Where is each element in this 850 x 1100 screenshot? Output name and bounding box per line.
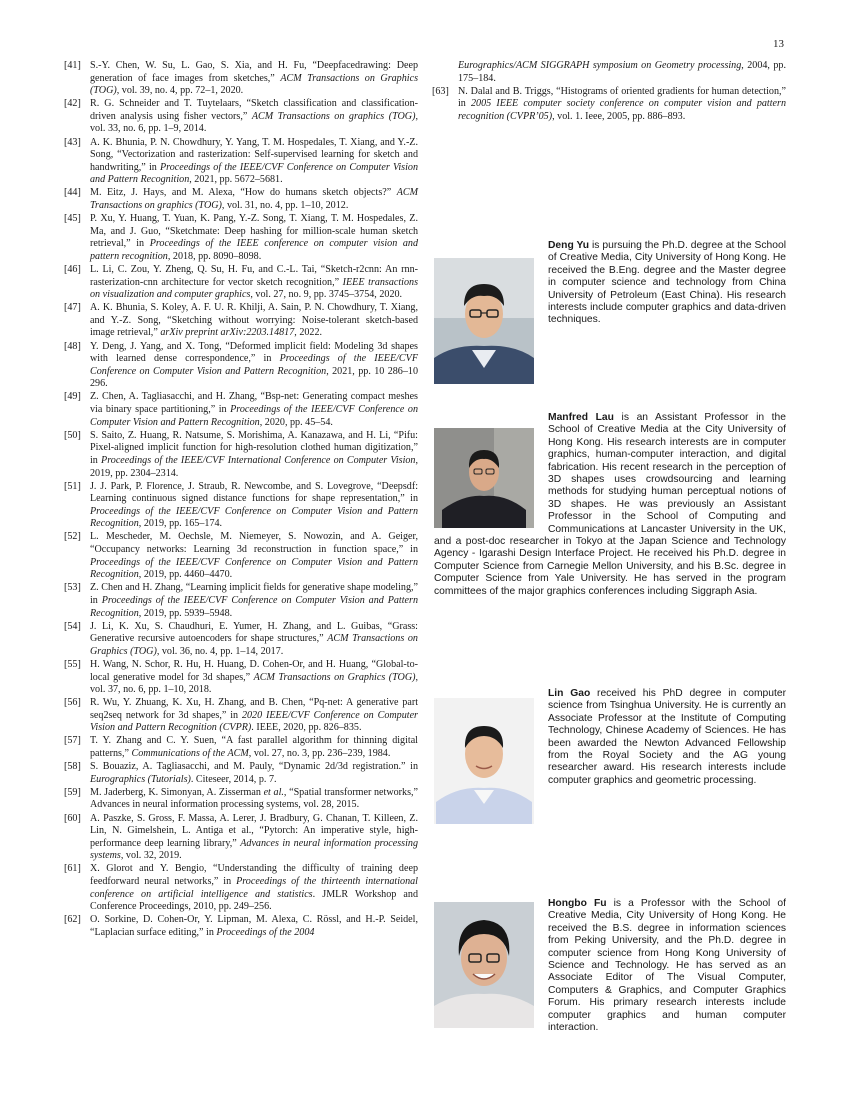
bio-deng-yu: Deng Yu is pursuing the Ph.D. degree at the School of Creative Media, City University of Hong Kong. He received the B.Eng. degree and the Master degree in computer science and technology from China University of Petroleum (East China). His research interests include computer graphics and data-driven techniques.	[434, 240, 786, 384]
reference-details: , 2021, pp. 10 286–10 296.	[90, 365, 418, 390]
reference-item	[66, 213, 418, 263]
reference-details: , 2020, pp. 45–54.	[259, 416, 333, 428]
reference-details: , 2019, pp. 4460–4470.	[138, 569, 233, 581]
reference-venue: Proceedings of the IEEE/CVF Conference on Computer Vision and Pattern Recognition	[90, 161, 418, 186]
reference-item	[66, 341, 418, 391]
reference-text: J. J. Park, P. Florence, J. Straub, R. Newcombe, and S. Lovegrove, “Deepsdf: Learning continuous signed distance functions for shape representation,” in	[90, 480, 418, 505]
reference-item	[66, 137, 418, 187]
reference-text: Z. Chen, A. Tagliasacchi, and H. Zhang, “Bsp-net: Generating compact meshes via binary space partitioning,” in	[90, 391, 418, 416]
reference-text: S. Bouaziz, A. Tagliasacchi, and M. Pauly, “Dynamic 2d/3d registration.” in	[90, 761, 418, 773]
reference-details: , vol. 32, 2019.	[120, 850, 182, 862]
reference-text: Z. Chen and H. Zhang, “Learning implicit fields for generative shape modeling,” in	[90, 582, 418, 606]
reference-text: Y. Deng, J. Yang, and X. Tong, “Deformed implicit field: Modeling 3d shapes with learned dense correspondence,” in	[90, 340, 418, 365]
reference-number: [50]	[64, 429, 81, 441]
reference-number: [54]	[64, 620, 81, 632]
reference-number: [42]	[64, 98, 81, 110]
reference-venue: ACM Transactions on graphics (TOG)	[251, 110, 416, 122]
reference-item	[66, 531, 418, 581]
reference-details: , 2021, pp. 5672–5681.	[189, 174, 283, 186]
reference-text: X. Glorot and Y. Bengio, “Understanding the difficulty of training deep feedforward neural networks,” in	[90, 863, 418, 887]
reference-venue: arXiv preprint arXiv:2203.14817	[160, 327, 295, 339]
reference-number: [62]	[64, 914, 81, 926]
reference-venue: ACM Transactions on Graphics (TOG)	[90, 633, 418, 657]
reference-item	[66, 391, 418, 429]
reference-details: , vol. 27, no. 9, pp. 3745–3754, 2020.	[250, 289, 403, 301]
reference-text: A. K. Bhunia, S. Koley, A. F. U. R. Khilji, A. Sain, P. N. Chowdhury, T. Xiang, and Y.-Z. Song, “Sketching without worrying: Noise-tolerant sketch-based image retrieval,”	[90, 302, 418, 339]
reference-number: [61]	[64, 863, 81, 875]
reference-number: [58]	[64, 761, 81, 773]
reference-item	[66, 481, 418, 531]
reference-details: , 2019, pp. 165–174.	[138, 518, 223, 530]
reference-venue: Advances in neural information processing systems	[90, 837, 418, 862]
author-photo-deng-yu	[434, 258, 534, 384]
reference-list	[66, 60, 418, 939]
reference-details: , 2019, pp. 2304–2314.	[90, 454, 418, 479]
reference-item	[66, 430, 418, 480]
bio-hongbo-fu: Hongbo Fu is a Professor with the School of Creative Media, City University of Hong Kong. He received the B.S. degree in information sciences from Peking University, and the Ph.D. degree in computer science from Hong Kong University of Science and Technology. He has served as an Associate Editor of The Visual Computer, Computers & Graphics, and Computer Graphics Forum. His primary research interests include computer graphics and human computer interaction.	[434, 898, 786, 1034]
reference-number: [47]	[64, 302, 81, 314]
reference-venue: Proceedings of the IEEE conference on computer vision and pattern recognition	[90, 238, 418, 262]
reference-details: , vol. 33, no. 6, pp. 1–9, 2014.	[90, 110, 418, 135]
reference-venue: Proceedings of the IEEE/CVF Conference on Computer Vision and Pattern Recognition	[90, 404, 418, 428]
reference-number: [57]	[64, 735, 81, 747]
reference-item	[66, 60, 418, 98]
reference-text: M. Eitz, J. Hays, and M. Alexa, “How do humans sketch objects?”	[90, 187, 397, 199]
reference-venue: Proceedings of the IEEE/CVF Conference on Computer Vision and Pattern Recognition	[90, 505, 418, 530]
reference-number: [55]	[64, 658, 81, 670]
reference-item	[66, 302, 418, 340]
reference-venue: et al.	[263, 786, 284, 798]
reference-item	[66, 264, 418, 302]
reference-venue: Proceedings of the IEEE/CVF Conference on Computer Vision and Pattern Recognition	[90, 556, 418, 581]
reference-text: H. Wang, N. Schor, R. Hu, H. Huang, D. Cohen-Or, and H. Huang, “Global-to-local generative model for 3d shapes,”	[90, 658, 418, 683]
reference-item	[66, 187, 418, 212]
reference-details: , “Spatial transformer networks,” Advances in neural information processing systems, vol. 28, 2015.	[90, 786, 418, 811]
reference-venue: Proceedings of the 2004	[216, 926, 315, 938]
reference-number: [44]	[64, 187, 81, 199]
reference-item	[66, 697, 418, 735]
reference-item	[66, 621, 418, 659]
reference-venue: Proceedings of the IEEE/CVF Conference on Computer Vision and Pattern Recognition	[90, 353, 418, 377]
reference-details: . JMLR Workshop and Conference Proceedings, 2010, pp. 249–256.	[90, 888, 419, 913]
reference-details: , 2022.	[294, 327, 323, 339]
reference-item	[66, 787, 418, 812]
reference-number: [52]	[64, 531, 81, 543]
reference-number: [56]	[64, 697, 81, 709]
author-photo-hongbo-fu	[434, 902, 534, 1028]
reference-venue: Proceedings of the thirteenth international conference on artificial intelligence and statistics	[90, 876, 418, 900]
reference-number: [51]	[64, 480, 81, 492]
reference-number: [43]	[64, 136, 81, 148]
reference-text: T. Y. Zhang and C. Y. Suen, “A fast parallel algorithm for thinning digital patterns,”	[90, 735, 418, 760]
bio-manfred-lau: Manfred Lau is an Assistant Professor in the School of Creative Media at the City University of Hong Kong. His research interests are in computer graphics, human-computer interaction, and digital fabrication. His recent research in the perception of 3D shapes uses crowdsourcing and learning methods for studying human perceptual notions of 3D shapes. He was previously an Assistant Professor in the School of Computing and Communications at Lancaster University in the UK, and a post-doc researcher in Tokyo at the Japan Science and Technology Agency - Igarashi Design Interface Project. He received his Ph.D. degree in Computer Science from Carnegie Mellon University, and his B.Sc. degree in Computer Science from Yale University. He has served in the program committees of the major graphics conferences including Siggraph Asia.	[434, 412, 786, 597]
reference-details: , vol. 37, no. 6, pp. 1–10, 2018.	[90, 671, 418, 696]
reference-details: , vol. 36, no. 4, pp. 1–14, 2017.	[156, 645, 284, 657]
reference-venue: ACM Transactions on Graphics (TOG)	[253, 671, 416, 683]
reference-text: R. G. Schneider and T. Tuytelaars, “Sketch classification and classification-driven analysis using fisher vectors,”	[90, 98, 418, 122]
reference-details: . IEEE, 2020, pp. 826–835.	[251, 722, 362, 734]
reference-text: J. Li, K. Xu, S. Chaudhuri, E. Yumer, H. Zhang, and L. Guibas, “Grass: Generative recursive autoencoders for shape structures,”	[90, 620, 418, 645]
reference-details: , 2019, pp. 5939–5948.	[138, 607, 233, 619]
reference-62-continuation: Eurographics/ACM SIGGRAPH symposium on Geometry processing, 2004, pp. 175–184.	[458, 60, 786, 84]
reference-venue: IEEE transactions on visualization and computer graphics	[90, 276, 419, 301]
reference-item	[66, 98, 418, 136]
references-left-column	[66, 60, 418, 940]
reference-number: [45]	[64, 213, 81, 225]
reference-item	[66, 659, 418, 697]
reference-number: [60]	[64, 812, 81, 824]
reference-text: P. Xu, Y. Huang, T. Yuan, K. Pang, Y.-Z. Song, T. Xiang, T. M. Hospedales, Z. Ma, and J. Guo, “Sketchmate: Deep hashing for million-scale human sketch retrieval,” in	[90, 213, 418, 250]
reference-venue: Proceedings of the IEEE/CVF Conference on Computer Vision and Pattern Recognition	[90, 594, 418, 619]
reference-number: [41]	[64, 60, 81, 71]
reference-number: [59]	[64, 786, 81, 798]
reference-venue: ACM Transactions on graphics (TOG)	[90, 187, 418, 212]
reference-number: [46]	[64, 264, 81, 275]
reference-item	[66, 914, 418, 939]
reference-details: , vol. 31, no. 4, pp. 1–10, 2012.	[221, 200, 349, 212]
reference-venue: ACM Transactions on Graphics (TOG)	[90, 72, 418, 97]
reference-text: M. Jaderberg, K. Simonyan, A. Zisserman	[90, 786, 264, 798]
page-number: 13	[773, 38, 784, 50]
reference-text: L. Li, C. Zou, Y. Zheng, Q. Su, H. Fu, and C.-L. Tai, “Sketch-r2cnn: An rnn-rasterization-cnn architecture for vector sketch recognition,”	[90, 264, 418, 288]
references-right-column	[434, 60, 786, 124]
author-photo-lin-gao	[434, 698, 534, 824]
reference-details: , vol. 27, no. 3, pp. 236–239, 1984.	[248, 748, 391, 760]
reference-details: . Citeseer, 2014, p. 7.	[190, 773, 277, 785]
reference-item	[66, 582, 418, 620]
reference-text: A. K. Bhunia, P. N. Chowdhury, Y. Yang, T. M. Hospedales, T. Xiang, and Y.-Z. Song, “Vectorization and rasterization: Self-supervised learning for sketch and handwriting,” in	[90, 136, 418, 173]
bio-lin-gao: Lin Gao received his PhD degree in computer science from Tsinghua University. He is currently an Associate Professor at the Institute of Computing Technology, Chinese Academy of Sciences. He has been awarded the Newton Advanced Fellowship from the Royal Society and the AG young researcher award. His research interests include computer graphics and geometric processing.	[434, 688, 786, 824]
reference-text: R. Wu, Y. Zhuang, K. Xu, H. Zhang, and B. Chen, “Pq-net: A generative part seq2seq network for 3d shapes,” in	[90, 697, 418, 721]
reference-number: [49]	[64, 391, 81, 403]
reference-venue: Eurographics (Tutorials)	[90, 773, 191, 785]
reference-item	[66, 863, 418, 913]
reference-text: L. Mescheder, M. Oechsle, M. Niemeyer, S. Nowozin, and A. Geiger, “Occupancy networks: Learning 3d reconstruction in function space,” in	[90, 531, 418, 556]
reference-63: [63] N. Dalal and B. Triggs, “Histograms of oriented gradients for human detection,” in 2005 IEEE computer society conference on computer vision and pattern recognition (CVPR’05), vol. 1. Ieee, 2005, pp. 886–893.	[432, 85, 786, 122]
reference-item	[66, 813, 418, 863]
reference-venue: Proceedings of the IEEE/CVF International Conference on Computer Vision	[101, 454, 416, 466]
reference-item	[66, 735, 418, 760]
reference-details: , 2018, pp. 8090–8098.	[167, 250, 262, 262]
reference-item	[66, 761, 418, 786]
author-photo-manfred-lau	[434, 428, 534, 528]
reference-venue: Communications of the ACM	[131, 748, 249, 760]
reference-text: A. Paszke, S. Gross, F. Massa, A. Lerer, J. Bradbury, G. Chanan, T. Killeen, Z. Lin, N. Gimelshein, L. Antiga et al., “Pytorch: An imperative style, high-performance deep learning library,”	[90, 812, 418, 849]
reference-venue: 2020 IEEE/CVF Conference on Computer Vision and Pattern Recognition (CVPR)	[90, 709, 418, 734]
reference-number: [48]	[64, 340, 81, 352]
reference-text: S. Saito, Z. Huang, R. Natsume, S. Morishima, A. Kanazawa, and H. Li, “Pifu: Pixel-aligned implicit function for high-resolution clothed human digitization,” in	[90, 429, 418, 466]
reference-text: S.-Y. Chen, W. Su, L. Gao, S. Xia, and H. Fu, “Deepfacedrawing: Deep generation of face images from sketches,”	[90, 60, 418, 84]
reference-details: , vol. 39, no. 4, pp. 72–1, 2020.	[116, 85, 244, 97]
reference-number: [53]	[64, 582, 81, 594]
reference-text: O. Sorkine, D. Cohen-Or, Y. Lipman, M. Alexa, C. Rössl, and H.-P. Seidel, “Laplacian surface editing,” in	[90, 914, 418, 938]
